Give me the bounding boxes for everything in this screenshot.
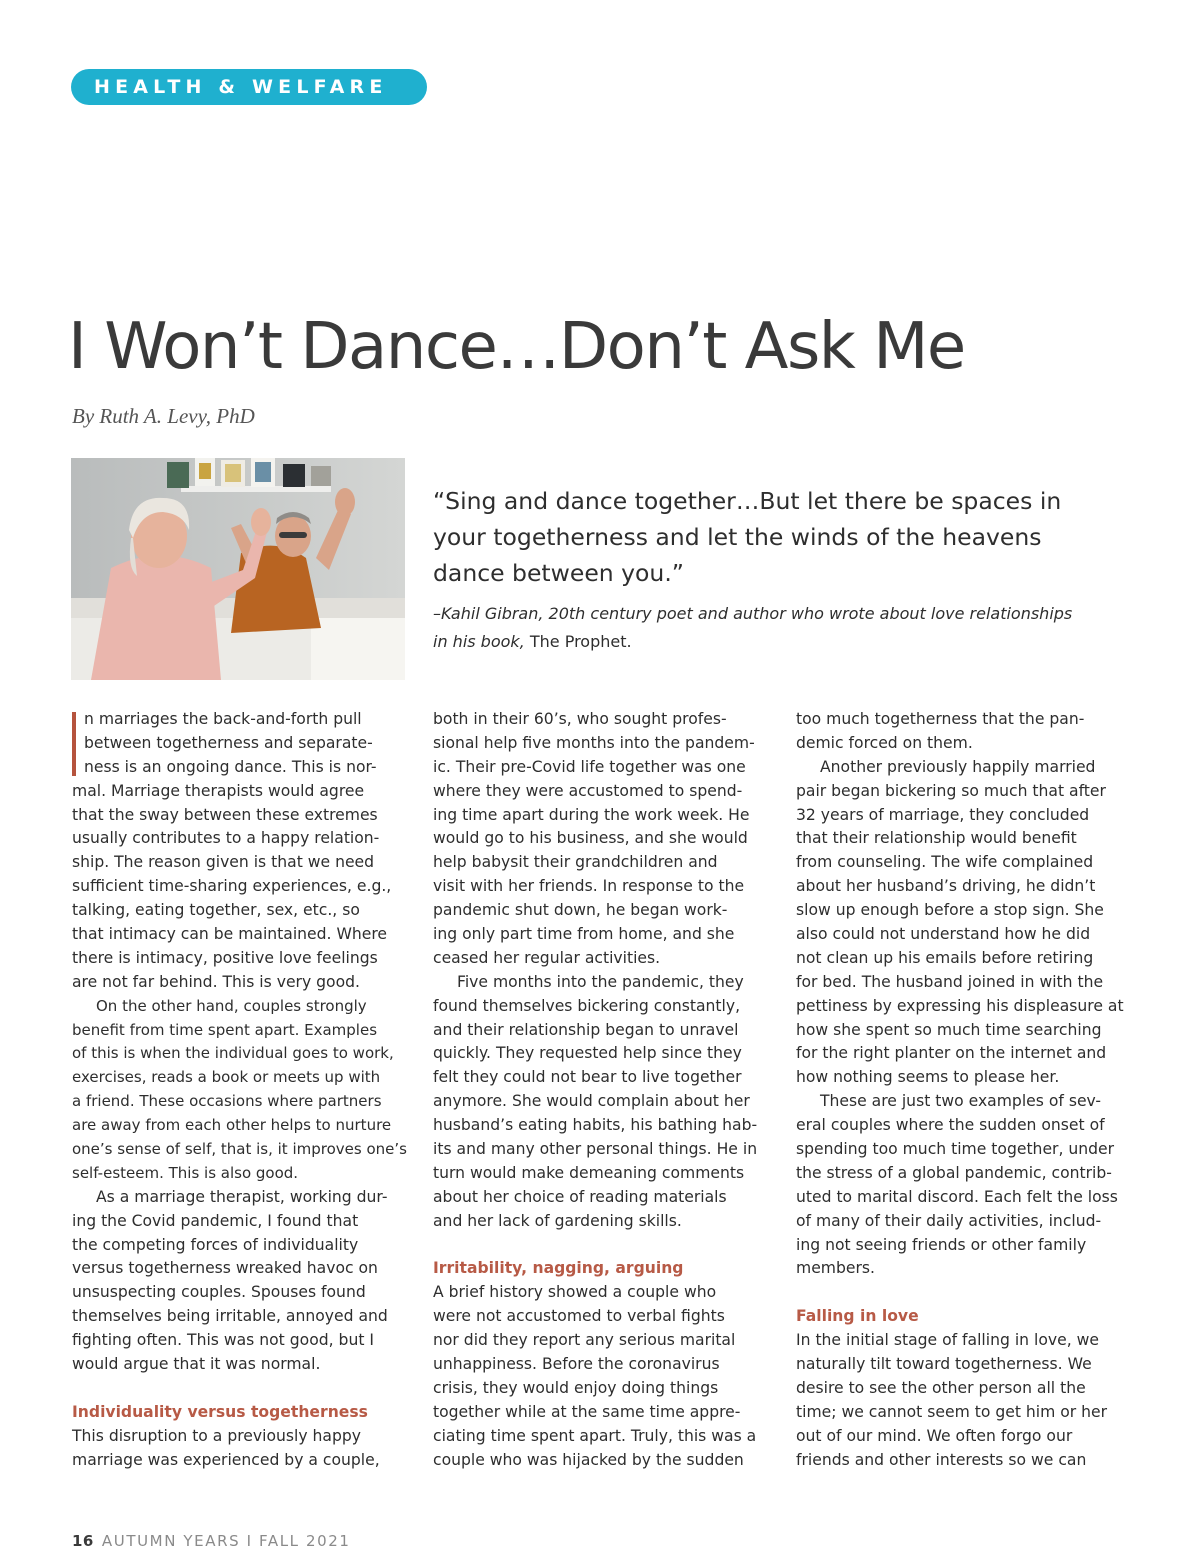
body-text-line: sional help five months into the pandem-	[433, 733, 755, 752]
book-title: The Prophet.	[529, 632, 632, 651]
body-text-line: unhappiness. Before the coronavirus	[433, 1355, 720, 1374]
body-text-line: that intimacy can be maintained. Where	[72, 925, 388, 944]
section-heading: Irritability, nagging, arguing	[433, 1259, 684, 1278]
body-text-line: turn would make demeaning comments	[433, 1163, 745, 1182]
body-text-line: ing only part time from home, and she	[433, 925, 735, 944]
body-text-line: its and many other personal things. He in	[433, 1140, 758, 1159]
pull-quote: “Sing and dance together…But let there be spaces in your togetherness and let the winds of the heavens dance between you.”	[433, 487, 1062, 587]
body-text-line: ciating time spent apart. Truly, this was a	[433, 1426, 757, 1445]
body-text-line: also could not understand how he did	[796, 925, 1091, 944]
body-text-line: were not accustomed to verbal fights	[433, 1307, 725, 1326]
body-text-line: and their relationship began to unravel	[433, 1020, 739, 1039]
body-text-line: out of our mind. We often forgo our	[796, 1426, 1073, 1445]
body-text-line: the stress of a global pandemic, contrib-	[796, 1163, 1112, 1182]
body-text-line: members.	[796, 1259, 875, 1278]
body-text-line: ing time apart during the work week. He	[433, 805, 750, 824]
body-text-line	[72, 1377, 406, 1401]
body-text-line: that their relationship would benefit	[796, 829, 1077, 848]
body-text-line: are not far behind. This is very good.	[72, 972, 360, 991]
body-text-line: ship. The reason given is that we need	[72, 853, 375, 872]
body-column-3	[796, 708, 1130, 1473]
couple-photo	[71, 458, 405, 680]
body-text-line	[796, 1281, 1130, 1305]
body-text-line: ing not seeing friends or other family	[796, 1235, 1087, 1254]
drop-cap-i	[72, 712, 76, 776]
body-text-line: This disruption to a previously happy	[72, 1426, 361, 1445]
body-text-line: uted to marital discord. Each felt the loss	[796, 1187, 1118, 1206]
body-text-line: Another previously happily married	[820, 757, 1096, 776]
body-text-line: pair began bickering so much that after	[796, 781, 1106, 800]
body-text-line: of this is when the individual goes to work,	[72, 1044, 394, 1063]
body-text-line: sufficient time-sharing experiences, e.g.,	[72, 877, 392, 896]
body-text-line: In the initial stage of falling in love, we	[796, 1331, 1099, 1350]
body-text-line: 32 years of marriage, they concluded	[796, 805, 1090, 824]
body-text-line: themselves being irritable, annoyed and	[72, 1307, 388, 1326]
body-text-line: a friend. These occasions where partners	[72, 1092, 382, 1111]
section-heading: Individuality versus togetherness	[72, 1402, 368, 1421]
body-text-line: for the right planter on the internet and	[796, 1044, 1107, 1063]
publication-info: AUTUMN YEARS I FALL 2021	[101, 1532, 351, 1550]
body-text-line: couple who was hijacked by the sudden	[433, 1450, 744, 1469]
body-text-line: benefit from time spent apart. Examples	[72, 1020, 378, 1039]
body-text-line: would go to his business, and she would	[433, 829, 748, 848]
body-text-line: self-esteem. This is also good.	[72, 1163, 299, 1182]
body-text-line: between togetherness and separate-	[84, 733, 373, 752]
body-text-line: how she spent so much time searching	[796, 1020, 1102, 1039]
body-text-line: and her lack of gardening skills.	[433, 1211, 682, 1230]
body-text-line: naturally tilt toward togetherness. We	[796, 1355, 1092, 1374]
body-text-line: husband’s eating habits, his bathing hab-	[433, 1116, 758, 1135]
body-text-line: anymore. She would complain about her	[433, 1092, 750, 1111]
body-text-line: ic. Their pre-Covid life together was one	[433, 757, 746, 776]
body-text-line: demic forced on them.	[796, 733, 973, 752]
body-text-line: for bed. The husband joined in with the	[796, 972, 1104, 991]
attribution-text: –Kahil Gibran, 20th century poet and author who wrote about love relationships in his book,	[433, 604, 1073, 651]
body-column-2	[433, 708, 767, 1473]
quote-attribution	[433, 600, 1073, 656]
body-text-line: These are just two examples of sev-	[820, 1092, 1101, 1111]
body-text-line: On the other hand, couples strongly	[96, 996, 367, 1015]
body-text-line: Five months into the pandemic, they	[457, 972, 744, 991]
body-text-line: help babysit their grandchildren and	[433, 853, 718, 872]
body-text-line: crisis, they would enjoy doing things	[433, 1378, 719, 1397]
body-text-line: not clean up his emails before retiring	[796, 948, 1094, 967]
body-text-line: about her husband’s driving, he didn’t	[796, 877, 1096, 896]
body-text-line: As a marriage therapist, working dur-	[96, 1187, 388, 1206]
body-text-line: eral couples where the sudden onset of	[796, 1116, 1105, 1135]
body-text-line: versus togetherness wreaked havoc on	[72, 1259, 378, 1278]
body-text-line: where they were accustomed to spend-	[433, 781, 743, 800]
body-text-line: pettiness by expressing his displeasure at	[796, 996, 1124, 1015]
body-text-line: that the sway between these extremes	[72, 805, 378, 824]
body-column-1	[72, 708, 406, 1473]
body-text-line: the competing forces of individuality	[72, 1235, 359, 1254]
body-text-line: too much togetherness that the pan-	[796, 710, 1085, 728]
body-text-line	[433, 1234, 767, 1258]
body-text-line: how nothing seems to please her.	[796, 1068, 1060, 1087]
body-text-line: visit with her friends. In response to the	[433, 877, 745, 896]
body-text-line: felt they could not bear to live together	[433, 1068, 742, 1087]
body-text-line: would argue that it was normal.	[72, 1355, 321, 1374]
page-footer	[72, 1532, 351, 1550]
body-text-line: usually contributes to a happy relation-	[72, 829, 380, 848]
body-text-line: spending too much time together, under	[796, 1140, 1115, 1159]
body-text-line: both in their 60’s, who sought profes-	[433, 710, 727, 728]
body-text-line: fighting often. This was not good, but I	[72, 1331, 374, 1350]
body-text-line: unsuspecting couples. Spouses found	[72, 1283, 366, 1302]
body-text-line: from counseling. The wife complained	[796, 853, 1094, 872]
article-title: I Won’t Dance…Don’t Ask Me	[68, 310, 965, 384]
body-text-line: ness is an ongoing dance. This is nor-	[84, 757, 377, 776]
page-number: 16	[72, 1532, 94, 1550]
body-text-line: quickly. They requested help since they	[433, 1044, 742, 1063]
body-text-line: nor did they report any serious marital	[433, 1331, 736, 1350]
body-text-line: are away from each other helps to nurture	[72, 1116, 392, 1135]
body-text-line: found themselves bickering constantly,	[433, 996, 741, 1015]
body-text-line: talking, eating together, sex, etc., so	[72, 901, 360, 920]
body-text-line: there is intimacy, positive love feelings	[72, 948, 378, 967]
section-heading: Falling in love	[796, 1307, 919, 1326]
body-text-line: A brief history showed a couple who	[433, 1283, 717, 1302]
body-text-line: of many of their daily activities, includ-	[796, 1211, 1102, 1230]
body-text-line: time; we cannot seem to get him or her	[796, 1402, 1108, 1421]
body-text-line: about her choice of reading materials	[433, 1187, 727, 1206]
body-text-line: mal. Marriage therapists would agree	[72, 781, 365, 800]
byline: By Ruth A. Levy, PhD	[72, 404, 255, 428]
body-text-line: slow up enough before a stop sign. She	[796, 901, 1104, 920]
body-text-line: together while at the same time appre-	[433, 1402, 741, 1421]
body-text-line: desire to see the other person all the	[796, 1378, 1086, 1397]
section-tag: HEALTH & WELFARE	[71, 69, 427, 105]
body-text-line: one’s sense of self, that is, it improves one’s	[72, 1140, 407, 1159]
body-text-line: exercises, reads a book or meets up with	[72, 1068, 381, 1087]
body-text-line: pandemic shut down, he began work-	[433, 901, 728, 920]
body-text-line: marriage was experienced by a couple,	[72, 1450, 380, 1469]
body-text-line: friends and other interests so we can	[796, 1450, 1087, 1469]
body-text-line: n marriages the back-and-forth pull	[84, 710, 362, 728]
body-text-line: ceased her regular activities.	[433, 948, 661, 967]
body-text-line: ing the Covid pandemic, I found that	[72, 1211, 359, 1230]
